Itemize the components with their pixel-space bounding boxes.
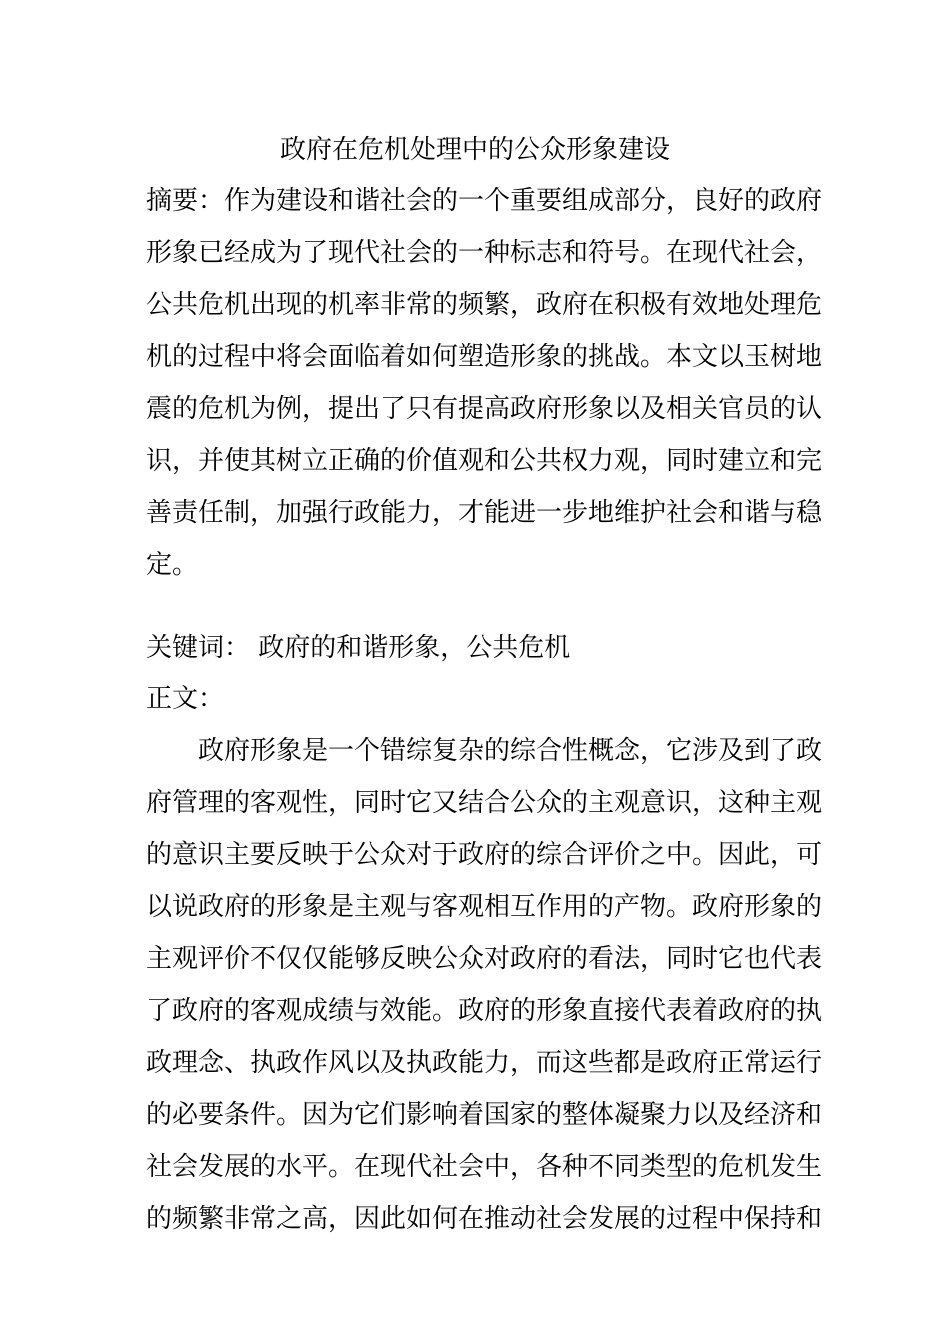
body-line: 的意识主要反映于公众对于政府的综合评价之中。因此，可 [146,840,823,870]
body-heading: 正文： [146,684,225,714]
body-line: 的频繁非常之高，因此如何在推动社会发展的过程中保持和 [146,1204,823,1234]
abstract-line: 善责任制，加强行政能力，才能进一步地维护社会和谐与稳 [146,498,823,528]
body-line: 政府形象是一个错综复杂的综合性概念，它涉及到了政 [198,736,823,766]
body-line: 了政府的客观成绩与效能。政府的形象直接代表着政府的执 [146,996,823,1026]
abstract-line: 摘要：作为建设和谐社会的一个重要组成部分，良好的政府 [146,186,823,216]
body-line: 社会发展的水平。在现代社会中，各种不同类型的危机发生 [146,1152,823,1182]
abstract-line: 定。 [146,550,199,580]
abstract-line: 公共危机出现的机率非常的频繁，政府在积极有效地处理危 [146,290,823,320]
body-line: 政理念、执政作风以及执政能力，而这些都是政府正常运行 [146,1048,823,1078]
abstract-line: 识，并使其树立正确的价值观和公共权力观，同时建立和完 [146,446,823,476]
abstract-line: 机的过程中将会面临着如何塑造形象的挑战。本文以玉树地 [146,342,823,372]
abstract-line: 震的危机为例，提出了只有提高政府形象以及相关官员的认 [146,394,823,424]
document-title: 政府在危机处理中的公众形象建设 [279,135,670,165]
body-line: 以说政府的形象是主观与客观相互作用的产物。政府形象的 [146,892,823,922]
body-line: 府管理的客观性，同时它又结合公众的主观意识，这种主观 [146,788,823,818]
keywords-line: 关键词： 政府的和谐形象，公共危机 [146,633,571,663]
abstract-line: 形象已经成为了现代社会的一种标志和符号。在现代社会， [146,238,823,268]
body-line: 主观评价不仅仅能够反映公众对政府的看法，同时它也代表 [146,944,823,974]
body-line: 的必要条件。因为它们影响着国家的整体凝聚力以及经济和 [146,1100,823,1130]
